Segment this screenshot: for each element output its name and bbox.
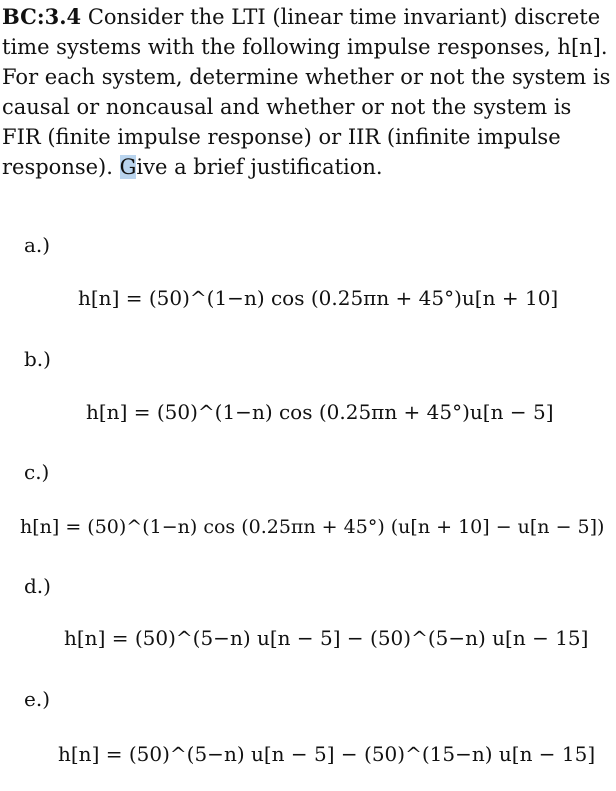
part-e-equation: [58, 740, 595, 768]
problem-id: BC:3.4: [2, 4, 82, 29]
part-d-label: d.): [24, 574, 51, 598]
text-highlight[interactable]: G: [119, 155, 137, 179]
problem-text-end: ive a brief justification.: [136, 155, 383, 179]
problem-text: Consider the LTI (linear time invariant) discrete time systems with the following impulse responses, h[n]. For each system, determine whether or not the system is causal or noncausal and whether or not the system is FIR (finite impulse response) or IIR (infinite impulse response).: [2, 5, 611, 179]
part-b-label: b.): [24, 347, 51, 371]
part-c-equation-text: h[n] = (50)^(1−n) cos (0.25πn + 45°) (u[n + 10] − u[n − 5]): [20, 516, 605, 538]
part-b-equation: [86, 398, 554, 426]
part-a-equation: [78, 284, 558, 312]
part-e-label: e.): [24, 687, 50, 711]
part-a-equation-text: h[n] = (50)^(1−n) cos (0.25πn + 45°)u[n + 10]: [78, 286, 559, 310]
problem-statement: [2, 2, 614, 182]
part-d-equation-text: h[n] = (50)^(5−n) u[n − 5] − (50)^(5−n) u[n − 15]: [64, 626, 589, 650]
part-e-equation-text: h[n] = (50)^(5−n) u[n − 5] − (50)^(15−n) u[n − 15]: [58, 742, 596, 766]
part-d-equation: [64, 624, 588, 652]
part-c-label: c.): [24, 460, 50, 484]
part-b-equation-text: h[n] = (50)^(1−n) cos (0.25πn + 45°)u[n − 5]: [86, 400, 554, 424]
part-a-label: a.): [24, 233, 51, 257]
part-c-equation: [20, 513, 604, 541]
